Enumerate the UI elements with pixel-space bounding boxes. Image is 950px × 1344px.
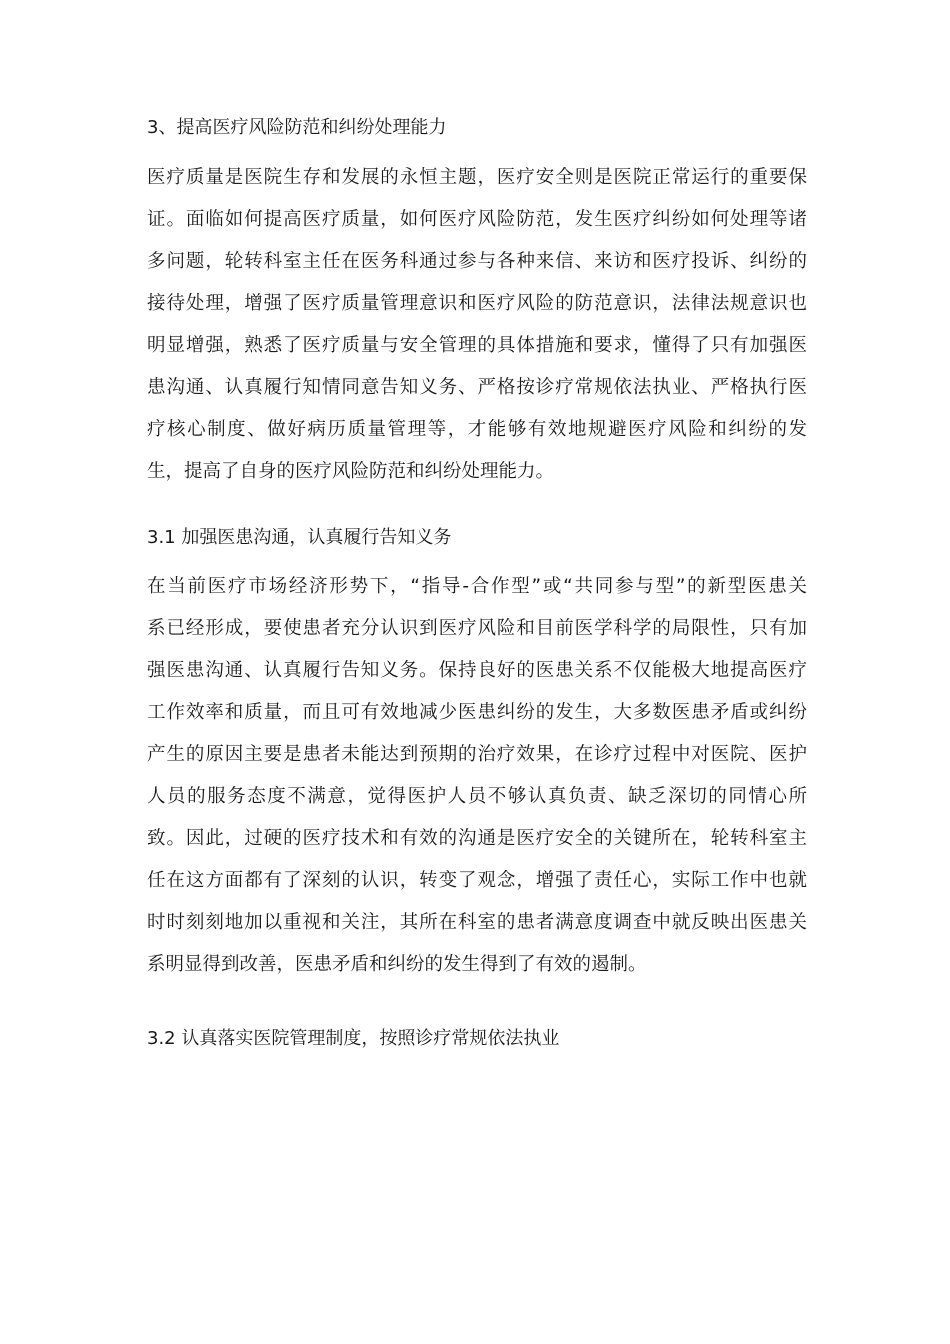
paragraph-line: 人员的服务态度不满意，觉得医护人员不够认真负责、缺乏深切的同情心所 — [147, 786, 807, 807]
section-3-paragraph — [147, 157, 807, 493]
section-3-heading: 3、提高医疗风险防范和纠纷处理能力 — [147, 117, 447, 138]
paragraph-line: 明显增强，熟悉了医疗质量与安全管理的具体措施和要求，懂得了只有加强医 — [147, 335, 807, 356]
paragraph-line: 患沟通、认真履行知情同意告知义务、严格按诊疗常规依法执业、严格执行医 — [147, 377, 807, 398]
paragraph-line: 在当前医疗市场经济形势下，“指导-合作型”或“共同参与型”的新型医患关 — [147, 576, 807, 597]
paragraph-line: 系明显得到改善，医患矛盾和纠纷的发生得到了有效的遏制。 — [147, 954, 647, 975]
paragraph-line: 工作效率和质量，而且可有效地减少医患纠纷的发生，大多数医患矛盾或纠纷 — [147, 702, 807, 723]
paragraph-line: 接待处理，增强了医疗质量管理意识和医疗风险的防范意识，法律法规意识也 — [147, 293, 807, 314]
paragraph-line: 任在这方面都有了深刻的认识，转变了观念，增强了责任心，实际工作中也就 — [147, 870, 807, 891]
paragraph-line: 生，提高了自身的医疗风险防范和纠纷处理能力。 — [147, 461, 555, 482]
section-3-1-paragraph — [147, 566, 807, 986]
paragraph-line: 证。面临如何提高医疗质量，如何医疗风险防范，发生医疗纠纷如何处理等诸 — [147, 209, 807, 230]
paragraph-line: 产生的原因主要是患者未能达到预期的治疗效果，在诊疗过程中对医院、医护 — [147, 744, 807, 765]
paragraph-line: 疗核心制度、做好病历质量管理等，才能够有效地规避医疗风险和纠纷的发 — [147, 419, 807, 440]
paragraph-line: 强医患沟通、认真履行告知义务。保持良好的医患关系不仅能极大地提高医疗 — [147, 660, 807, 681]
paragraph-line: 系已经形成，要使患者充分认识到医疗风险和目前医学科学的局限性，只有加 — [147, 618, 807, 639]
paragraph-line: 多问题，轮转科室主任在医务科通过参与各种来信、来访和医疗投诉、纠纷的 — [147, 251, 807, 272]
paragraph-line: 医疗质量是医院生存和发展的永恒主题，医疗安全则是医院正常运行的重要保 — [147, 167, 807, 188]
section-3-2-heading: 3.2 认真落实医院管理制度，按照诊疗常规依法执业 — [147, 1028, 560, 1049]
paragraph-line: 时时刻刻地加以重视和关注，其所在科室的患者满意度调查中就反映出医患关 — [147, 912, 807, 933]
section-3-1-heading: 3.1 加强医患沟通，认真履行告知义务 — [147, 527, 452, 548]
paragraph-line: 致。因此，过硬的医疗技术和有效的沟通是医疗安全的关键所在，轮转科室主 — [147, 828, 807, 849]
